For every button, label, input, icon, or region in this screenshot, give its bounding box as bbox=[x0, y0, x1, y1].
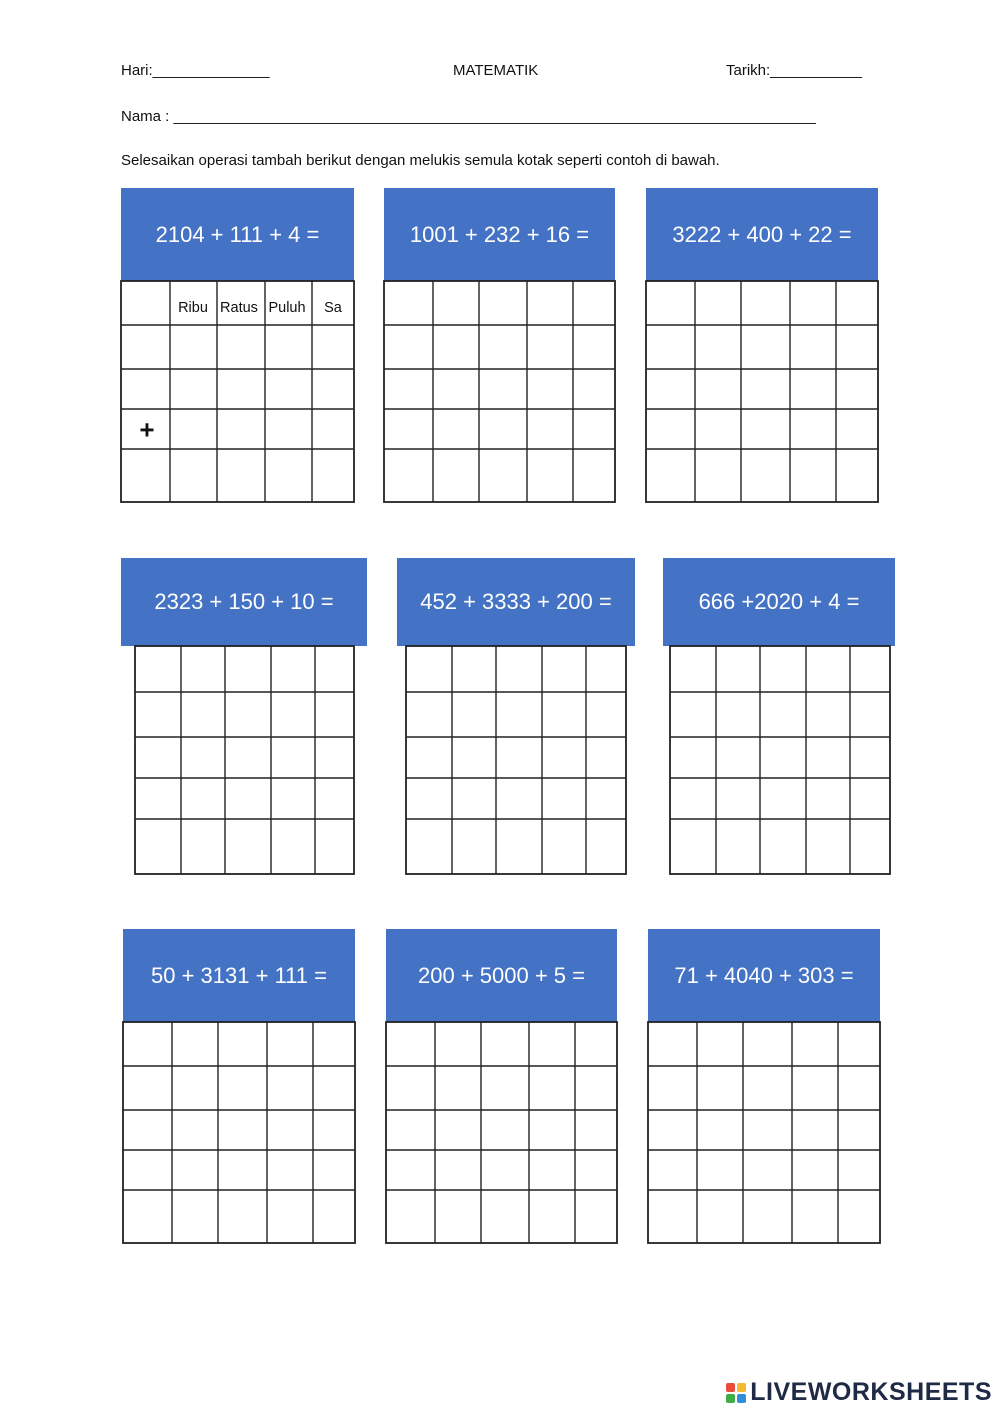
answer-grid[interactable] bbox=[384, 281, 615, 502]
problem-equation: 71 + 4040 + 303 = bbox=[648, 929, 880, 1022]
problem-card bbox=[397, 558, 635, 874]
problem-card bbox=[121, 188, 354, 502]
grid-border bbox=[386, 1022, 617, 1243]
problem-equation: 452 + 3333 + 200 = bbox=[397, 558, 635, 646]
answer-grid[interactable] bbox=[648, 1022, 880, 1243]
grid-border bbox=[406, 646, 626, 874]
answer-grid[interactable] bbox=[386, 1022, 617, 1243]
name-field: Nama : _____________________________________________________________________________ bbox=[121, 108, 816, 125]
grid-border bbox=[123, 1022, 355, 1243]
problem-equation: 2104 + 111 + 4 = bbox=[121, 188, 354, 281]
problem-equation: 3222 + 400 + 22 = bbox=[646, 188, 878, 281]
answer-grid[interactable] bbox=[135, 646, 354, 874]
problem-card bbox=[384, 188, 615, 502]
problem-equation: 200 + 5000 + 5 = bbox=[386, 929, 617, 1022]
column-label-ribu: Ribu bbox=[178, 300, 208, 316]
problem-card bbox=[648, 929, 880, 1243]
answer-grid[interactable] bbox=[123, 1022, 355, 1243]
problem-card bbox=[646, 188, 878, 502]
logo-mark-icon bbox=[726, 1383, 746, 1403]
column-label-sa: Sa bbox=[324, 300, 342, 316]
grid-border bbox=[135, 646, 354, 874]
grid-border bbox=[384, 281, 615, 502]
problem-equation: 1001 + 232 + 16 = bbox=[384, 188, 615, 281]
problem-equation: 2323 + 150 + 10 = bbox=[121, 558, 367, 646]
problem-card bbox=[121, 558, 367, 874]
answer-grid[interactable] bbox=[406, 646, 626, 874]
problem-equation: 666 +2020 + 4 = bbox=[663, 558, 895, 646]
problem-card bbox=[123, 929, 355, 1243]
grid-border bbox=[646, 281, 878, 502]
column-label-ratus: Ratus bbox=[220, 300, 258, 316]
day-field: Hari:______________ bbox=[121, 62, 270, 79]
column-label-puluh: Puluh bbox=[268, 300, 306, 316]
problem-card bbox=[663, 558, 895, 874]
liveworksheets-logo bbox=[726, 1378, 992, 1407]
brand-name: LIVEWORKSHEETS bbox=[750, 1378, 992, 1406]
problem-card bbox=[386, 929, 617, 1243]
answer-grid[interactable] bbox=[646, 281, 878, 502]
instruction-text: Selesaikan operasi tambah berikut dengan melukis semula kotak seperti contoh di bawah. bbox=[121, 152, 720, 169]
subject-title: MATEMATIK bbox=[453, 62, 539, 79]
grid-border bbox=[670, 646, 890, 874]
date-field: Tarikh:___________ bbox=[726, 62, 862, 79]
answer-grid[interactable] bbox=[670, 646, 890, 874]
grid-border bbox=[648, 1022, 880, 1243]
problem-equation: 50 + 3131 + 111 = bbox=[123, 929, 355, 1022]
plus-sign: + bbox=[139, 414, 155, 445]
